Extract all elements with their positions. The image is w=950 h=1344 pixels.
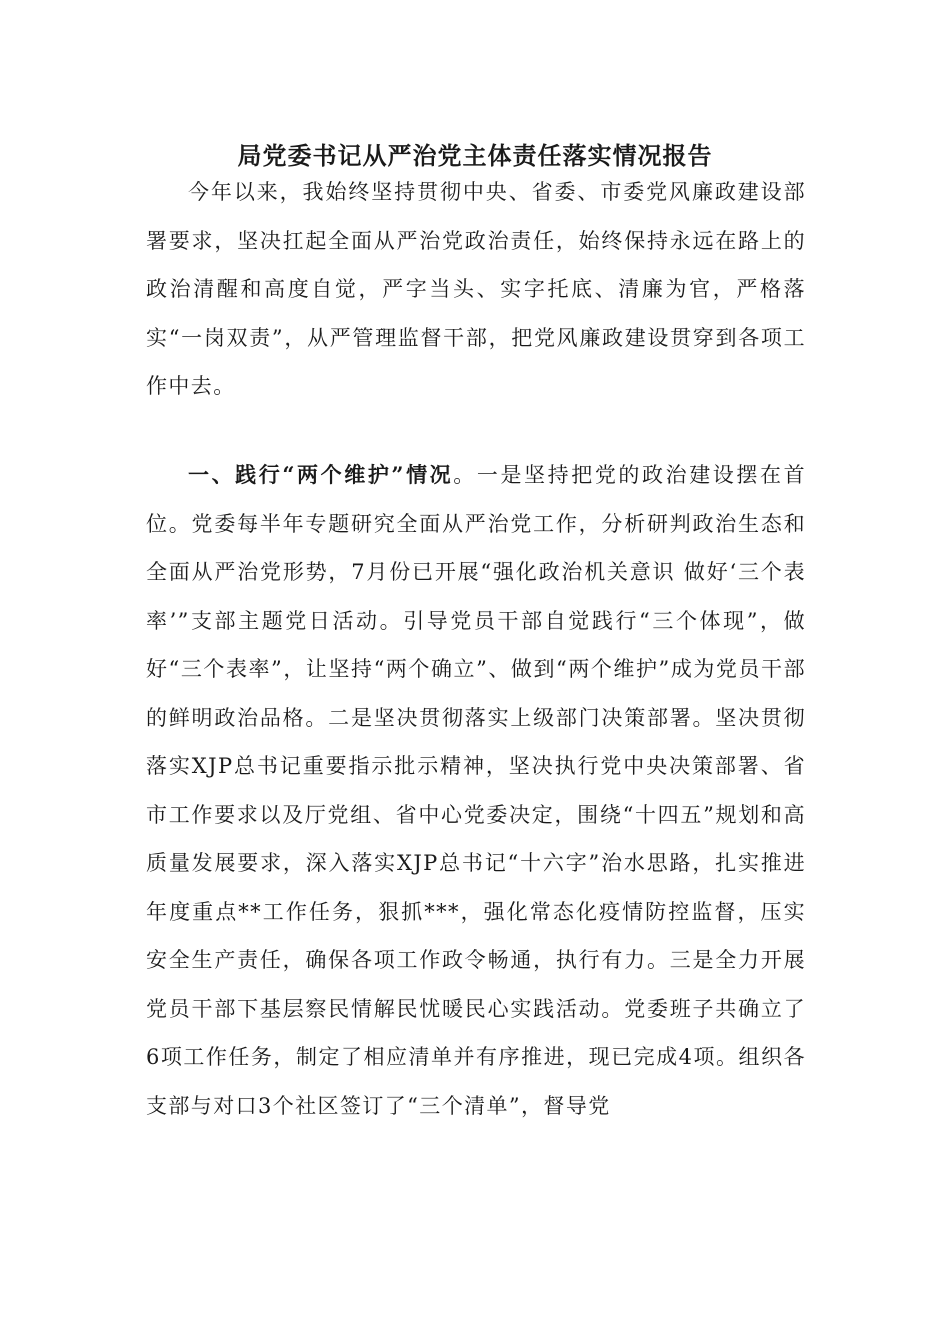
section-one-paragraph — [146, 451, 806, 1130]
document-title: 局党委书记从严治党主体责任落实情况报告 — [237, 141, 713, 170]
intro-paragraph — [146, 168, 806, 411]
intro-paragraph-text: 今年以来，我始终坚持贯彻中央、省委、市委党风廉政建设部署要求，坚决扛起全面从严治党政治责任，始终保持永远在路上的政治清醒和高度自觉，严字当头、实字托底、清廉为官，严格落实“一岗双责”，从严管理监督干部，把党风廉政建设贯穿到各项工作中去。 — [146, 180, 806, 398]
section-one-body: 。一是坚持把党的政治建设摆在首位。党委每半年专题研究全面从严治党工作，分析研判政治生态和全面从严治党形势，7月份已开展“强化政治机关意识 做好‘三个表率’”支部主题党日活动。引导党员干部自觉践行“三个体现”，做好“三个表率”，让坚持“两个确立”、做到“两个维护”成为党员干部的鲜明政治品格。二是坚决贯彻落实上级部门决策部署。坚决贯彻落实XJP总书记重要指示批示精神，坚决执行党中央决策部署、省市工作要求以及厅党组、省中心党委决定，围绕“十四五”规划和高质量发展要求，深入落实XJP总书记“十六字”治水思路，扎实推进年度重点**工作任务，狠抓***，强化常态化疫情防控监督，压实安全生产责任，确保各项工作政令畅通，执行有力。三是全力开展党员干部下基层察民情解民忧暖民心实践活动。党委班子共确立了6项工作任务，制定了相应清单并有序推进，现已完成4项。组织各支部与对口3个社区签订了“三个清单”，督导党 — [146, 463, 806, 1118]
section-one-heading: 一、践行“两个维护”情况 — [188, 462, 454, 487]
